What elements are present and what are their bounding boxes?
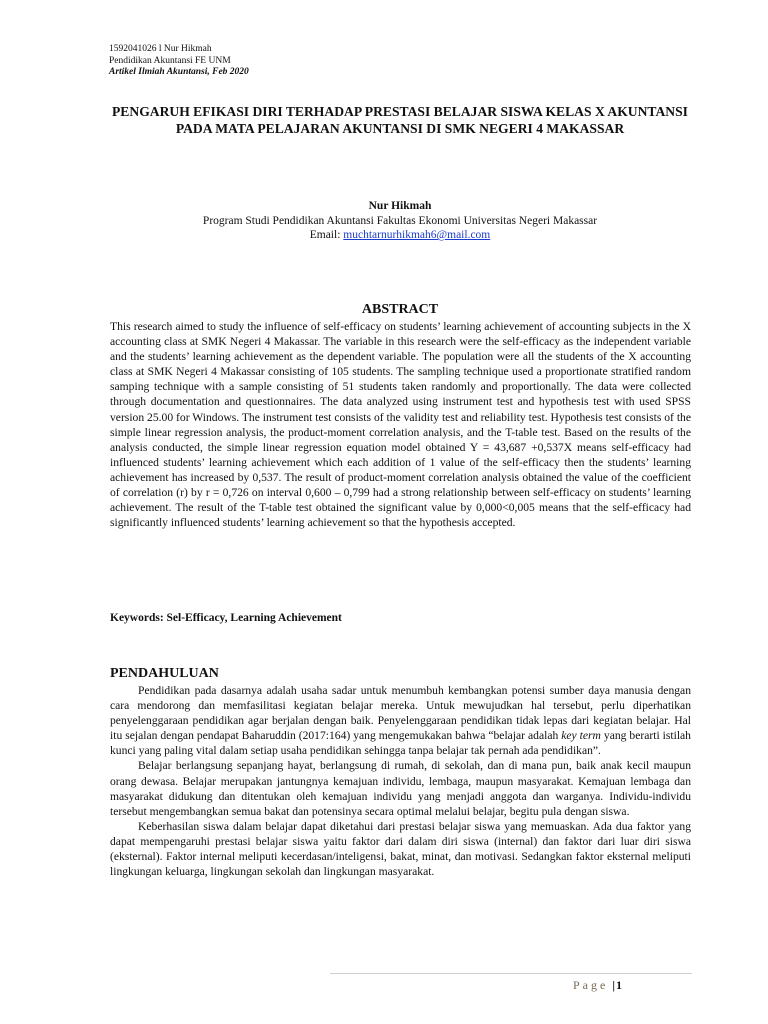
header-author-id: 1592041026 l Nur Hikmah (109, 44, 212, 54)
author-affiliation: Program Studi Pendidikan Akuntansi Fakultas Ekonomi Universitas Negeri Makassar (202, 214, 598, 227)
author-block (110, 199, 690, 243)
page-footer (573, 977, 622, 993)
abstract-body: This research aimed to study the influence of self-efficacy on students’ learning achievement of accounting subjects in the X accounting class at SMK Negeri 4 Makassar. The variable in this research were the self-efficacy as the independent variable and the students’ learning achievement as the dependent variable. The population were all the students of the X accounting class at SMK Negeri 4 Makassar consisting of 105 students. The sampling technique used a proportionate stratified random samping technique with a sample consisting of 51 students taken randomly and proportionally. The data were collected through documentation and questionnaires. The data analyzed using instrument test and hypothesis test with used SPSS version 25.00 for Windows. The instrument test consists of the validity test and reliability test. Hypothesis test consists of the simple linear regression analysis, the product-moment correlation analysis, and the T-table test. Based on the results of the analysis conducted, the simple linear regression equation model obtained Y = 43,687 +0,537X means self-efficacy had influenced students’ learning achievement which each addition of 1 value of the self-efficacy then the students’ learning achievement has increased by 0,537. The result of product-moment correlation analysis obtained the value of the coefficient of correlation (r) by r = 0,726 on interval 0,600 – 0,799 had a strong relationship between self-efficacy on students’ learning achievement. The result of the T-table test obtained the significant value by 0,000<0,005 means that the self-efficacy had significantly influenced students’ learning achievement so that the hypothesis accepted. (110, 320, 691, 530)
paragraph-1-text-b: yang berarti istilah kunci yang paling vital dalam setiap usaha pendidikan sehingga tanpa belajar tak pernah ada pendidikan”. (110, 729, 691, 758)
paragraph-2: Belajar berlangsung sepanjang hayat, berlangsung di rumah, di sekolah, dan di mana pun, baik anak kecil maupun orang dewasa. Belajar merupakan jantungnya kemajuan individu, lembaga, maupun masyarakat. Kemajuan lembaga dan masyarakat didukung dan ditentukan oleh kemajuan individu yang menjadi anggota dan warganya. Individu-individu tersebut mengembangkan semua bakat dan potensinya secara optimal melalui belajar, begitu pula dengan siswa. (110, 759, 691, 818)
page-label: Page (573, 978, 609, 992)
paper-title: PENGARUH EFIKASI DIRI TERHADAP PRESTASI BELAJAR SISWA KELAS X AKUNTANSI PADA MATA PELAJARAN AKUNTANSI DI SMK NEGERI 4 MAKASSAR (112, 104, 688, 136)
section-heading-pendahuluan: PENDAHULUAN (110, 666, 219, 681)
header-journal: Artikel Ilmiah Akuntansi, Feb 2020 (109, 67, 249, 77)
paragraph-1-key-term: key term (561, 729, 601, 743)
email-label: Email: (309, 229, 344, 241)
section-body (110, 683, 691, 879)
paragraph-3: Keberhasilan siswa dalam belajar dapat diketahui dari prestasi belajar siswa yang memuaskan. Ada dua faktor yang dapat mempengaruhi prestasi belajar siswa yaitu faktor dari dalam diri siswa (internal) dan faktor dari luar diri siswa (eksternal). Faktor internal meliputi kecerdasan/inteligensi, bakat, minat, dan motivasi. Sedangkan faktor eksternal meliputi lingkungan keluarga, lingkungan sekolah dan lingkungan masyarakat. (110, 819, 691, 879)
author-name: Nur Hikmah (368, 200, 432, 212)
paragraph-1 (110, 683, 691, 758)
paragraph-1-text-a: Pendidikan pada dasarnya adalah usaha sadar untuk menumbuh kembangkan potensi sumber daya manusia dengan cara mendorong dan memfasilitasi kegiatan belajar mereka. Untuk mewujudkan hal tersebut, perlu diperhatikan penyelenggaraan pendidikan agar berjalan dengan baik. Penyelenggaraan pendidikan tidak lepas dari kegiatan belajar. Hal itu sejalan dengan pendapat Baharuddin (2017:164) yang mengemukakan bahwa “belajar adalah (110, 684, 691, 743)
running-header (109, 44, 249, 79)
page-separator: | (612, 978, 615, 992)
footer-divider (330, 973, 692, 974)
keywords: Keywords: Sel-Efficacy, Learning Achievement (110, 612, 342, 624)
author-email-line (110, 228, 690, 243)
abstract-heading: ABSTRACT (361, 302, 439, 317)
page-number: 1 (615, 978, 622, 992)
email-link[interactable]: muchtarnurhikmah6@mail.com (343, 229, 491, 241)
header-department: Pendidikan Akuntansi FE UNM (109, 55, 231, 66)
